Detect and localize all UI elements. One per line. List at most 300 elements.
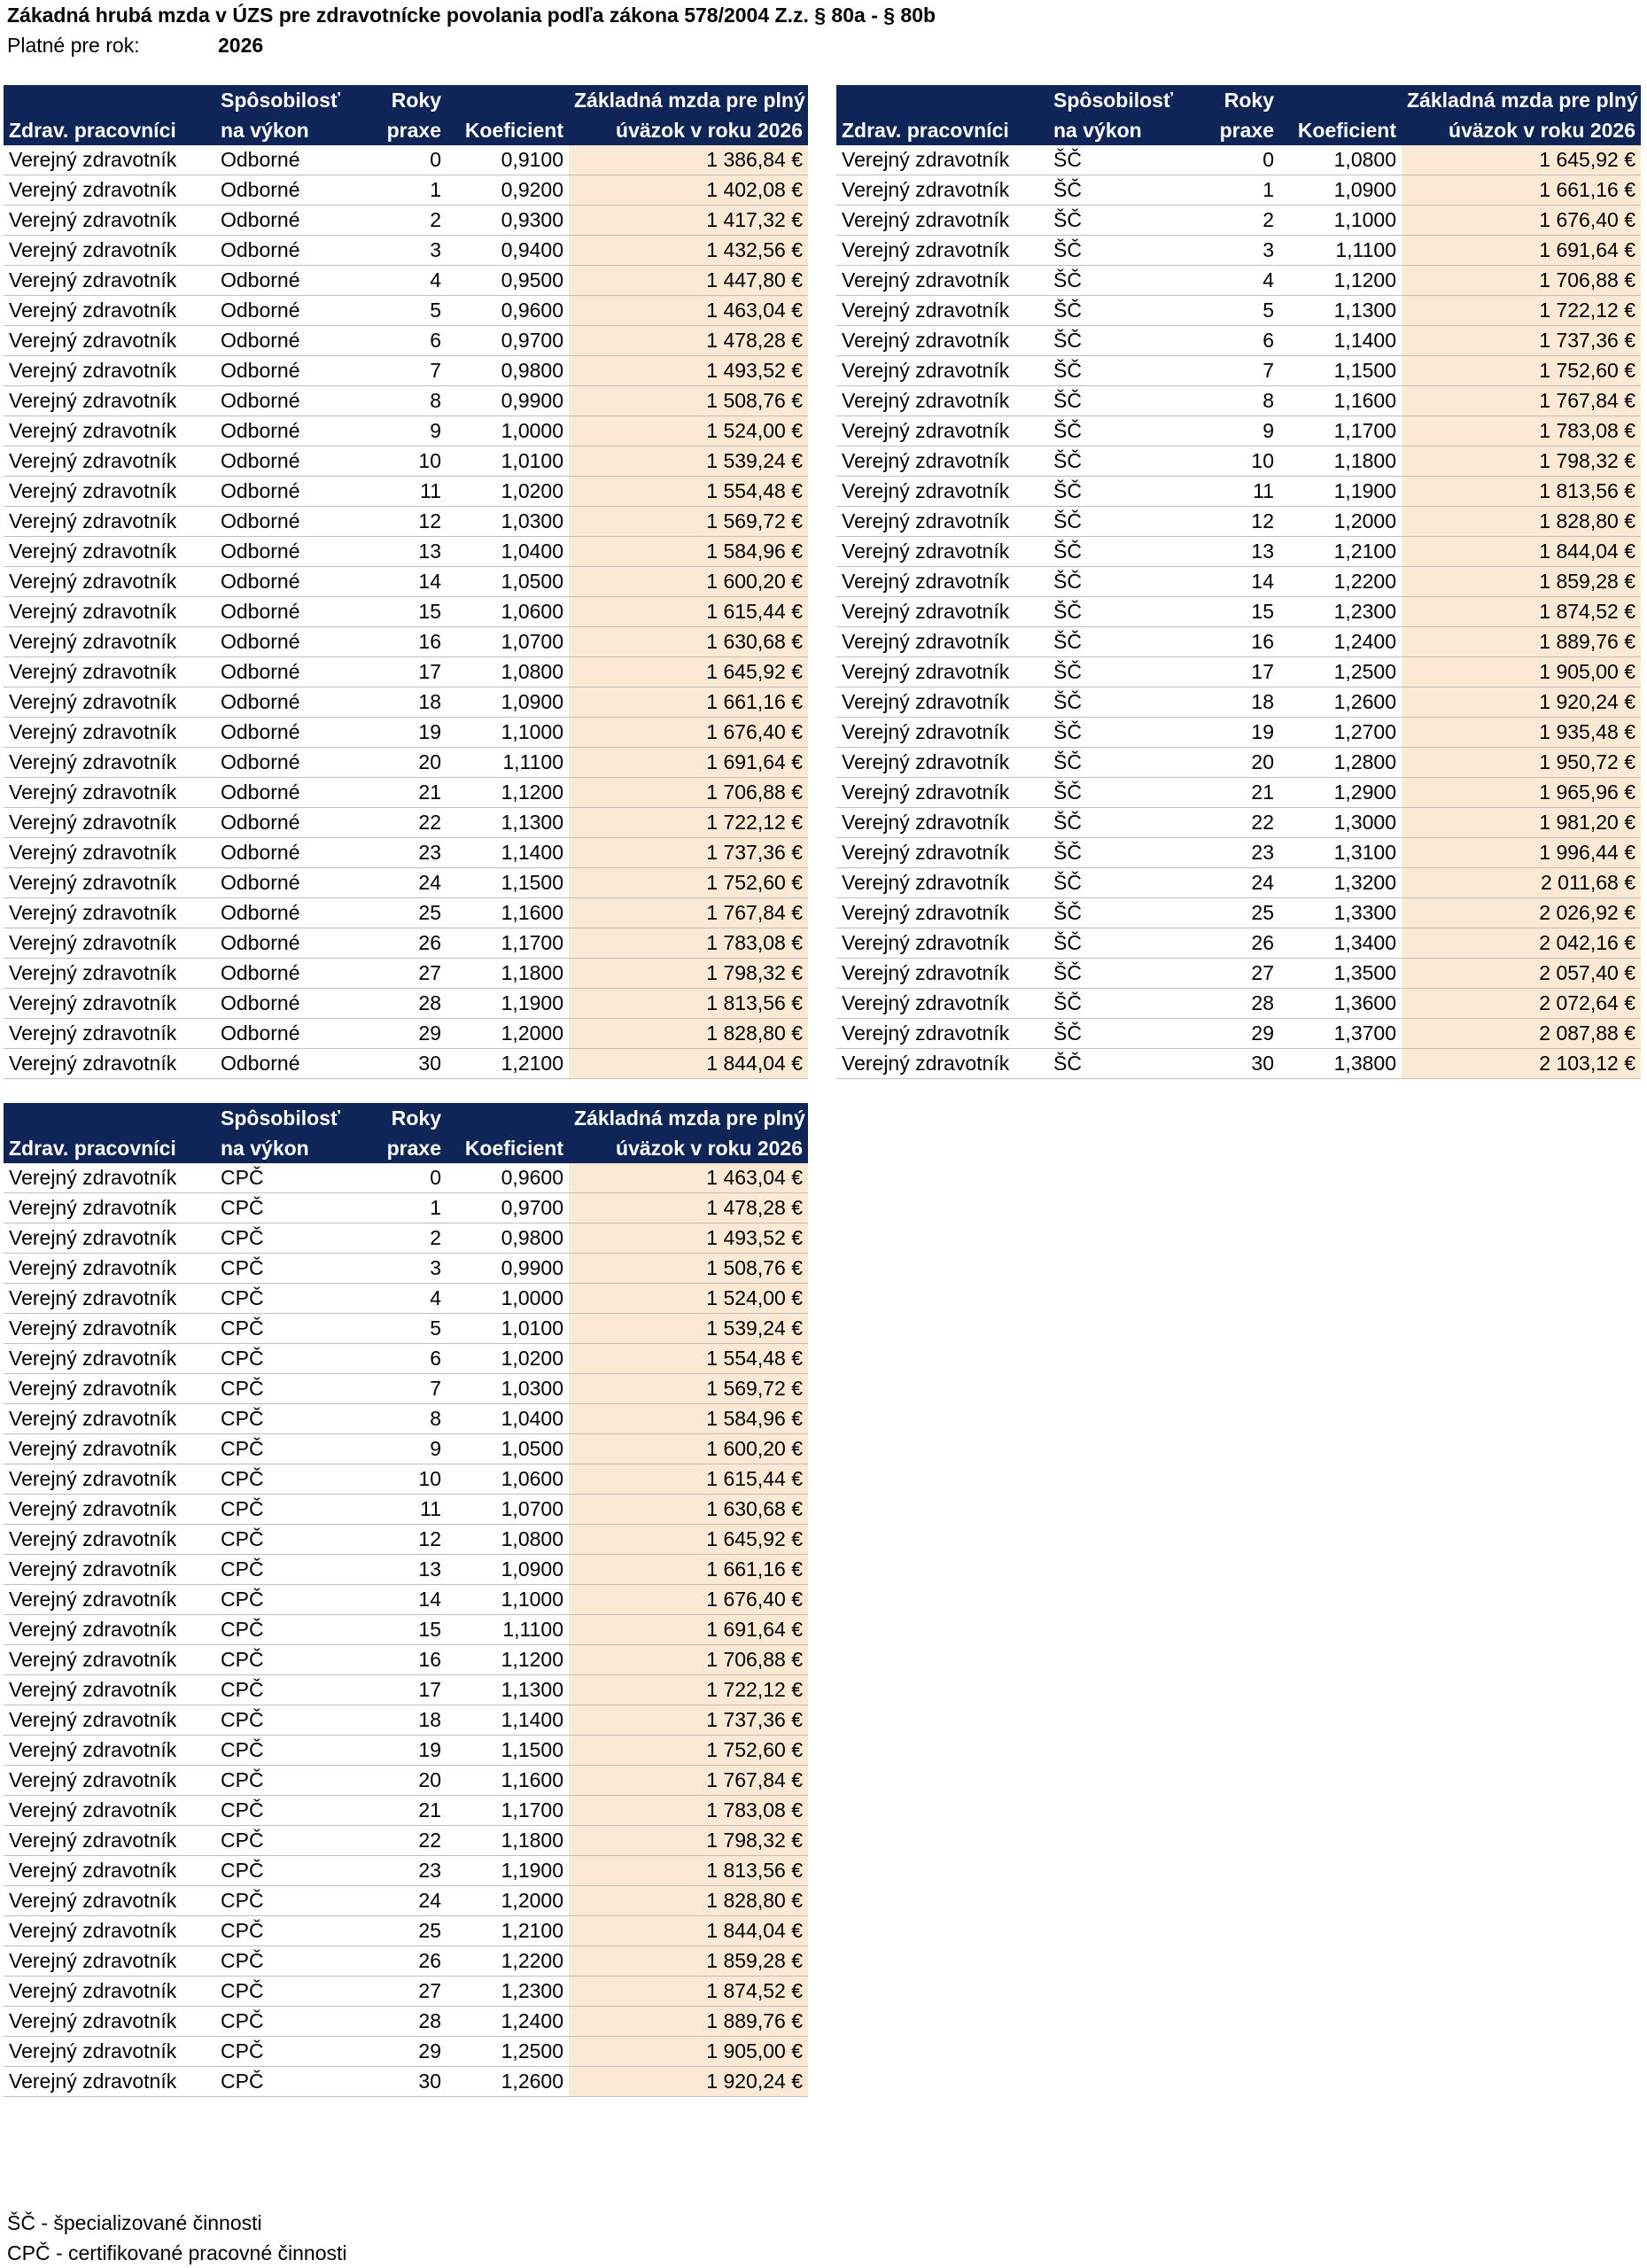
cell-wage: 1 508,76 € (569, 386, 808, 416)
cell-ability: ŠČ (1048, 236, 1194, 266)
cell-coefficient: 1,2400 (447, 2007, 569, 2037)
table-row (4, 296, 808, 326)
cell-wage: 1 615,44 € (569, 597, 808, 627)
cell-ability: CPČ (215, 1314, 361, 1344)
cell-wage: 1 783,08 € (1402, 416, 1641, 447)
cell-wage: 1 828,80 € (569, 1886, 808, 1916)
cell-years: 23 (1194, 838, 1279, 868)
cell-wage: 1 874,52 € (1402, 597, 1641, 627)
cell-wage: 1 859,28 € (1402, 567, 1641, 597)
cell-coefficient: 1,1800 (447, 959, 569, 989)
cell-wage: 1 661,16 € (569, 687, 808, 718)
cell-worker: Verejný zdravotník (4, 1525, 215, 1555)
cell-ability: CPČ (215, 1555, 361, 1585)
cell-ability: CPČ (215, 1886, 361, 1916)
cell-worker: Verejný zdravotník (4, 507, 215, 537)
cell-years: 17 (361, 657, 447, 687)
cell-coefficient: 1,1500 (1279, 356, 1402, 386)
cell-years: 12 (361, 1525, 447, 1555)
cell-ability: Odborné (215, 928, 361, 959)
cell-wage: 1 386,84 € (569, 145, 808, 175)
cell-coefficient: 1,2500 (1279, 657, 1402, 687)
header-worker (836, 85, 1048, 115)
cell-worker: Verejný zdravotník (4, 236, 215, 266)
cell-coefficient: 1,2900 (1279, 778, 1402, 808)
cell-wage: 1 493,52 € (569, 356, 808, 386)
header-worker (4, 1103, 215, 1133)
cell-wage: 1 478,28 € (569, 326, 808, 356)
cell-years: 3 (361, 1254, 447, 1284)
cell-wage: 1 889,76 € (569, 2007, 808, 2037)
cell-years: 24 (361, 868, 447, 898)
cell-ability: CPČ (215, 1284, 361, 1314)
cell-coefficient: 1,1700 (447, 928, 569, 959)
cell-years: 2 (361, 1223, 447, 1254)
cell-years: 20 (361, 1766, 447, 1796)
header-years: Roky (1194, 85, 1279, 115)
header-wage: úväzok v roku 2026 (569, 115, 808, 145)
cell-ability: Odborné (215, 718, 361, 748)
cell-wage: 1 691,64 € (1402, 236, 1641, 266)
cell-ability: CPČ (215, 1223, 361, 1254)
cell-coefficient: 0,9800 (447, 356, 569, 386)
cell-coefficient: 1,1700 (1279, 416, 1402, 447)
cell-worker: Verejný zdravotník (4, 447, 215, 477)
cell-years: 15 (1194, 597, 1279, 627)
table-row (4, 1404, 808, 1434)
wage-table-odborne (4, 85, 808, 1079)
cell-ability: Odborné (215, 808, 361, 838)
wage-table-cpc (4, 1103, 808, 2097)
table-row (4, 1886, 808, 1916)
cell-coefficient: 1,2600 (447, 2067, 569, 2097)
cell-coefficient: 1,1700 (447, 1796, 569, 1826)
table-row (836, 838, 1641, 868)
table-row (4, 145, 808, 175)
cell-years: 2 (1194, 206, 1279, 236)
header-coefficient: Koeficient (447, 1133, 569, 1163)
cell-years: 19 (361, 718, 447, 748)
cell-wage: 1 844,04 € (569, 1049, 808, 1079)
cell-coefficient: 1,2100 (447, 1049, 569, 1079)
cell-coefficient: 1,2000 (447, 1019, 569, 1049)
cell-years: 28 (361, 2007, 447, 2037)
cell-wage: 1 584,96 € (569, 537, 808, 567)
cell-wage: 1 691,64 € (569, 748, 808, 778)
cell-wage: 1 463,04 € (569, 296, 808, 326)
cell-worker: Verejný zdravotník (4, 1916, 215, 1946)
cell-years: 19 (361, 1736, 447, 1766)
cell-ability: Odborné (215, 687, 361, 718)
cell-ability: CPČ (215, 2067, 361, 2097)
header-coefficient (1279, 85, 1402, 115)
cell-coefficient: 1,1200 (1279, 266, 1402, 296)
cell-coefficient: 1,0900 (1279, 175, 1402, 206)
cell-ability: ŠČ (1048, 356, 1194, 386)
table-row (4, 236, 808, 266)
table-row (836, 718, 1641, 748)
cell-worker: Verejný zdravotník (4, 567, 215, 597)
cell-coefficient: 1,0900 (447, 687, 569, 718)
cell-years: 20 (1194, 748, 1279, 778)
cell-years: 28 (361, 989, 447, 1019)
table-row (836, 236, 1641, 266)
header-years: praxe (361, 1133, 447, 1163)
table-row (836, 687, 1641, 718)
cell-ability: Odborné (215, 959, 361, 989)
cell-years: 12 (361, 507, 447, 537)
cell-years: 1 (361, 175, 447, 206)
cell-coefficient: 1,2700 (1279, 718, 1402, 748)
table-row (4, 1019, 808, 1049)
header-ability: na výkon (1048, 115, 1194, 145)
cell-wage: 2 087,88 € (1402, 1019, 1641, 1049)
cell-coefficient: 1,1300 (1279, 296, 1402, 326)
cell-years: 27 (361, 959, 447, 989)
table-row (4, 868, 808, 898)
cell-coefficient: 1,1400 (447, 838, 569, 868)
header-years: Roky (361, 1103, 447, 1133)
cell-ability: Odborné (215, 296, 361, 326)
cell-years: 9 (361, 416, 447, 447)
cell-worker: Verejný zdravotník (4, 1675, 215, 1705)
cell-wage: 1 965,96 € (1402, 778, 1641, 808)
cell-years: 6 (361, 326, 447, 356)
cell-coefficient: 1,2200 (447, 1946, 569, 1977)
cell-ability: Odborné (215, 447, 361, 477)
legend-cpc: CPČ - certifikované pracovné činnosti (7, 2241, 347, 2264)
cell-worker: Verejný zdravotník (836, 296, 1048, 326)
cell-years: 21 (361, 1796, 447, 1826)
cell-worker: Verejný zdravotník (4, 1826, 215, 1856)
cell-years: 0 (361, 1163, 447, 1193)
cell-wage: 1 737,36 € (569, 838, 808, 868)
cell-worker: Verejný zdravotník (836, 718, 1048, 748)
table-row (4, 1163, 808, 1193)
cell-wage: 1 645,92 € (569, 1525, 808, 1555)
cell-ability: ŠČ (1048, 266, 1194, 296)
cell-worker: Verejný zdravotník (4, 326, 215, 356)
table-row (836, 989, 1641, 1019)
cell-coefficient: 1,1600 (447, 898, 569, 928)
cell-ability: ŠČ (1048, 597, 1194, 627)
cell-ability: ŠČ (1048, 296, 1194, 326)
header-row (4, 1133, 808, 1163)
cell-years: 29 (361, 1019, 447, 1049)
cell-coefficient: 1,1800 (447, 1826, 569, 1856)
table-row (836, 1049, 1641, 1079)
table-row (4, 808, 808, 838)
cell-coefficient: 0,9700 (447, 326, 569, 356)
cell-ability: Odborné (215, 868, 361, 898)
cell-wage: 1 813,56 € (569, 1856, 808, 1886)
table-row (4, 2007, 808, 2037)
cell-ability: CPČ (215, 1796, 361, 1826)
cell-years: 9 (1194, 416, 1279, 447)
cell-worker: Verejný zdravotník (4, 1314, 215, 1344)
cell-worker: Verejný zdravotník (836, 748, 1048, 778)
table-row (4, 507, 808, 537)
cell-years: 8 (361, 386, 447, 416)
cell-wage: 1 783,08 € (569, 1796, 808, 1826)
cell-ability: ŠČ (1048, 447, 1194, 477)
table-row (4, 1049, 808, 1079)
cell-coefficient: 0,9100 (447, 145, 569, 175)
table-row (836, 356, 1641, 386)
cell-worker: Verejný zdravotník (4, 718, 215, 748)
cell-coefficient: 0,9800 (447, 1223, 569, 1254)
table-row (4, 1525, 808, 1555)
table-row (836, 1019, 1641, 1049)
cell-ability: ŠČ (1048, 206, 1194, 236)
cell-years: 5 (361, 1314, 447, 1344)
cell-years: 18 (361, 687, 447, 718)
cell-years: 11 (1194, 477, 1279, 507)
cell-years: 10 (1194, 447, 1279, 477)
table-row (4, 1916, 808, 1946)
cell-wage: 1 584,96 € (569, 1404, 808, 1434)
table-row (4, 597, 808, 627)
cell-years: 22 (361, 808, 447, 838)
cell-ability: Odborné (215, 898, 361, 928)
cell-years: 4 (1194, 266, 1279, 296)
cell-worker: Verejný zdravotník (836, 1049, 1048, 1079)
cell-ability: CPČ (215, 1826, 361, 1856)
cell-coefficient: 1,2100 (447, 1916, 569, 1946)
cell-wage: 1 402,08 € (569, 175, 808, 206)
cell-coefficient: 0,9900 (447, 386, 569, 416)
cell-worker: Verejný zdravotník (4, 1434, 215, 1464)
cell-wage: 2 011,68 € (1402, 868, 1641, 898)
cell-ability: ŠČ (1048, 1049, 1194, 1079)
table-row (4, 175, 808, 206)
cell-wage: 1 798,32 € (1402, 447, 1641, 477)
cell-years: 18 (361, 1705, 447, 1736)
table-row (836, 868, 1641, 898)
cell-ability: Odborné (215, 145, 361, 175)
cell-worker: Verejný zdravotník (836, 145, 1048, 175)
cell-worker: Verejný zdravotník (836, 356, 1048, 386)
cell-wage: 1 524,00 € (569, 416, 808, 447)
cell-worker: Verejný zdravotník (4, 2037, 215, 2067)
cell-worker: Verejný zdravotník (4, 1645, 215, 1675)
cell-ability: CPČ (215, 1946, 361, 1977)
cell-wage: 1 645,92 € (569, 657, 808, 687)
table-row (836, 266, 1641, 296)
cell-worker: Verejný zdravotník (836, 416, 1048, 447)
table-row (4, 748, 808, 778)
header-worker: Zdrav. pracovníci (836, 115, 1048, 145)
wage-table-sc (836, 85, 1641, 1079)
cell-coefficient: 1,0100 (447, 1314, 569, 1344)
cell-coefficient: 1,3800 (1279, 1049, 1402, 1079)
cell-ability: CPČ (215, 1434, 361, 1464)
cell-ability: CPČ (215, 1585, 361, 1615)
cell-coefficient: 1,0000 (447, 1284, 569, 1314)
cell-years: 18 (1194, 687, 1279, 718)
table-row (4, 1585, 808, 1615)
table-row (4, 627, 808, 657)
cell-coefficient: 0,9200 (447, 175, 569, 206)
cell-worker: Verejný zdravotník (4, 1796, 215, 1826)
cell-ability: ŠČ (1048, 386, 1194, 416)
cell-ability: Odborné (215, 597, 361, 627)
cell-ability: CPČ (215, 1736, 361, 1766)
year-value: 2026 (218, 34, 264, 57)
cell-worker: Verejný zdravotník (4, 928, 215, 959)
cell-wage: 1 661,16 € (569, 1555, 808, 1585)
cell-ability: CPČ (215, 1525, 361, 1555)
cell-worker: Verejný zdravotník (4, 808, 215, 838)
table-row (4, 386, 808, 416)
cell-wage: 2 042,16 € (1402, 928, 1641, 959)
cell-coefficient: 0,9900 (447, 1254, 569, 1284)
cell-coefficient: 1,2000 (447, 1886, 569, 1916)
table-row (4, 898, 808, 928)
cell-worker: Verejný zdravotník (836, 206, 1048, 236)
cell-wage: 1 630,68 € (569, 627, 808, 657)
table-row (4, 1344, 808, 1374)
cell-wage: 2 072,64 € (1402, 989, 1641, 1019)
cell-wage: 1 661,16 € (1402, 175, 1641, 206)
cell-coefficient: 0,9600 (447, 1163, 569, 1193)
cell-years: 6 (1194, 326, 1279, 356)
cell-wage: 1 432,56 € (569, 236, 808, 266)
cell-wage: 1 752,60 € (569, 868, 808, 898)
cell-worker: Verejný zdravotník (4, 266, 215, 296)
cell-worker: Verejný zdravotník (4, 1404, 215, 1434)
table-row (836, 326, 1641, 356)
cell-years: 5 (361, 296, 447, 326)
cell-coefficient: 0,9500 (447, 266, 569, 296)
cell-coefficient: 1,1000 (1279, 206, 1402, 236)
year-label: Platné pre rok: (7, 34, 140, 57)
cell-worker: Verejný zdravotník (4, 145, 215, 175)
cell-worker: Verejný zdravotník (4, 477, 215, 507)
cell-ability: ŠČ (1048, 416, 1194, 447)
header-ability: na výkon (215, 1133, 361, 1163)
table-row (4, 989, 808, 1019)
table-row (4, 928, 808, 959)
cell-worker: Verejný zdravotník (836, 1019, 1048, 1049)
cell-ability: Odborné (215, 989, 361, 1019)
cell-worker: Verejný zdravotník (4, 206, 215, 236)
table-row (4, 838, 808, 868)
table-row (4, 326, 808, 356)
cell-wage: 1 691,64 € (569, 1615, 808, 1645)
cell-ability: ŠČ (1048, 175, 1194, 206)
cell-years: 25 (361, 898, 447, 928)
table-row (4, 1464, 808, 1495)
cell-ability: Odborné (215, 537, 361, 567)
header-years: praxe (1194, 115, 1279, 145)
cell-years: 10 (361, 1464, 447, 1495)
cell-coefficient: 0,9300 (447, 206, 569, 236)
cell-ability: CPČ (215, 1766, 361, 1796)
cell-coefficient: 1,0400 (447, 537, 569, 567)
table-row (4, 718, 808, 748)
cell-years: 12 (1194, 507, 1279, 537)
cell-worker: Verejný zdravotník (836, 687, 1048, 718)
cell-years: 0 (361, 145, 447, 175)
cell-wage: 1 630,68 € (569, 1495, 808, 1525)
cell-worker: Verejný zdravotník (836, 175, 1048, 206)
table-row (4, 356, 808, 386)
cell-years: 3 (1194, 236, 1279, 266)
cell-worker: Verejný zdravotník (4, 597, 215, 627)
table-row (836, 657, 1641, 687)
cell-worker: Verejný zdravotník (836, 386, 1048, 416)
cell-coefficient: 1,3100 (1279, 838, 1402, 868)
cell-years: 30 (361, 2067, 447, 2097)
table-row (4, 1374, 808, 1404)
cell-ability: Odborné (215, 1019, 361, 1049)
header-wage: úväzok v roku 2026 (1402, 115, 1641, 145)
cell-wage: 1 524,00 € (569, 1284, 808, 1314)
cell-worker: Verejný zdravotník (836, 868, 1048, 898)
cell-ability: CPČ (215, 1675, 361, 1705)
cell-coefficient: 1,3400 (1279, 928, 1402, 959)
cell-years: 25 (1194, 898, 1279, 928)
cell-years: 29 (361, 2037, 447, 2067)
cell-years: 13 (1194, 537, 1279, 567)
cell-worker: Verejný zdravotník (4, 1374, 215, 1404)
cell-years: 7 (361, 356, 447, 386)
cell-years: 14 (361, 1585, 447, 1615)
cell-ability: CPČ (215, 1374, 361, 1404)
cell-ability: CPČ (215, 1645, 361, 1675)
table-row (836, 537, 1641, 567)
cell-ability: Odborné (215, 477, 361, 507)
table-row (4, 1856, 808, 1886)
table-row (836, 627, 1641, 657)
cell-years: 13 (361, 1555, 447, 1585)
cell-coefficient: 1,2300 (1279, 597, 1402, 627)
cell-wage: 1 554,48 € (569, 477, 808, 507)
page-title: Zákadná hrubá mzda v ÚZS pre zdravotnícke povolania podľa zákona 578/2004 Z.z. § 80a - § 80b (7, 4, 936, 27)
table-row (836, 928, 1641, 959)
cell-coefficient: 1,1800 (1279, 447, 1402, 477)
table-row (836, 748, 1641, 778)
cell-coefficient: 1,0700 (447, 627, 569, 657)
cell-wage: 1 981,20 € (1402, 808, 1641, 838)
cell-ability: Odborné (215, 778, 361, 808)
cell-worker: Verejný zdravotník (4, 386, 215, 416)
cell-ability: ŠČ (1048, 778, 1194, 808)
cell-coefficient: 1,3500 (1279, 959, 1402, 989)
cell-wage: 1 905,00 € (569, 2037, 808, 2067)
table-row (4, 2067, 808, 2097)
cell-coefficient: 1,2500 (447, 2037, 569, 2067)
header-wage: Základná mzda pre plný (1402, 85, 1641, 115)
cell-worker: Verejný zdravotník (4, 627, 215, 657)
header-wage: Základná mzda pre plný (569, 85, 808, 115)
cell-ability: ŠČ (1048, 1019, 1194, 1049)
cell-wage: 1 767,84 € (1402, 386, 1641, 416)
cell-worker: Verejný zdravotník (4, 1019, 215, 1049)
cell-worker: Verejný zdravotník (4, 1766, 215, 1796)
cell-worker: Verejný zdravotník (836, 266, 1048, 296)
cell-coefficient: 1,1000 (447, 718, 569, 748)
table-row (836, 145, 1641, 175)
cell-years: 4 (361, 1284, 447, 1314)
cell-coefficient: 1,1300 (447, 808, 569, 838)
cell-worker: Verejný zdravotník (4, 898, 215, 928)
cell-years: 17 (1194, 657, 1279, 687)
cell-ability: Odborné (215, 326, 361, 356)
cell-wage: 1 737,36 € (569, 1705, 808, 1736)
cell-ability: CPČ (215, 1193, 361, 1223)
